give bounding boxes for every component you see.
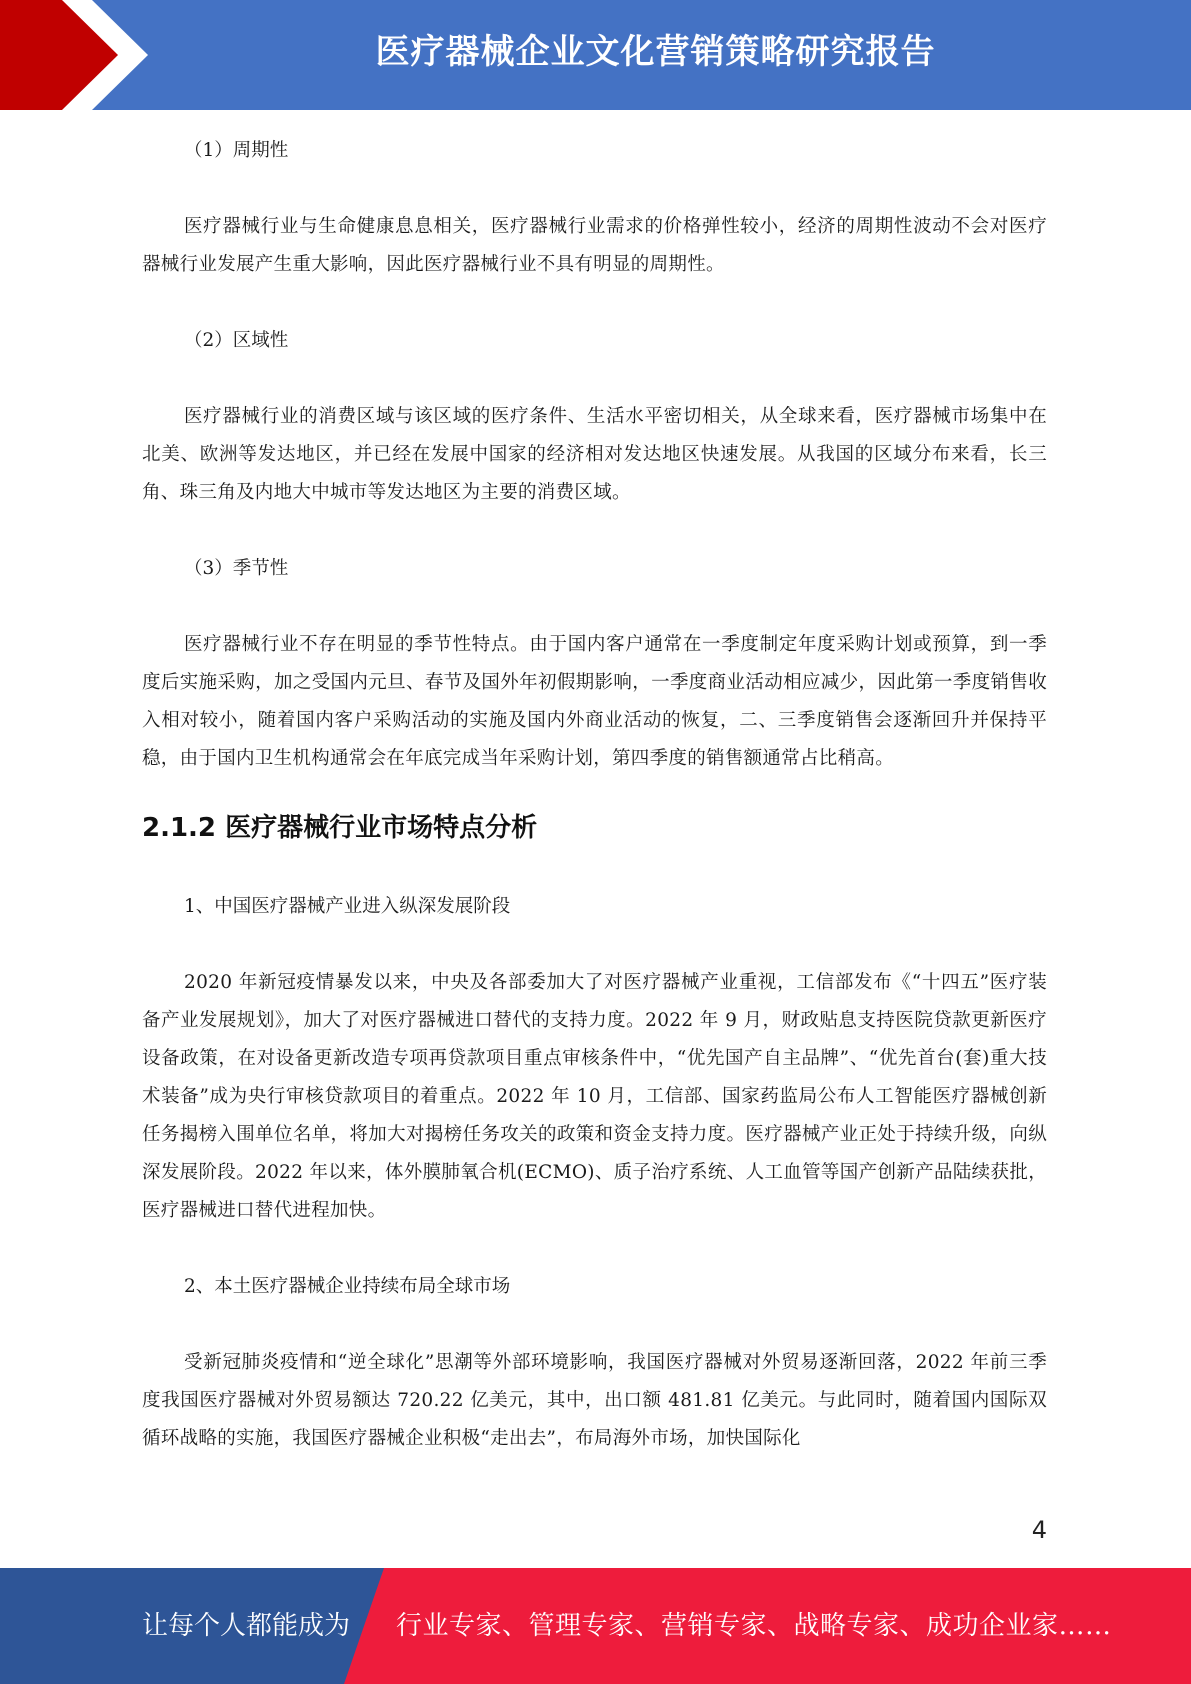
point-label-2: 2、本土医疗器械企业持续布局全球市场 xyxy=(184,1276,511,1297)
footer-slogan-left: 让每个人都能成为 xyxy=(142,1611,351,1641)
paragraph-cyclical: 医疗器械行业与生命健康息息相关，医疗器械行业需求的价格弹性较小，经济的周期性波动不会对医疗器械行业发展产生重大影响，因此医疗器械行业不具有明显的周期性。 xyxy=(142,216,1047,275)
page-header xyxy=(0,0,1191,110)
paragraph-seasonal: 医疗器械行业不存在明显的季节性特点。由于国内客户通常在一季度制定年度采购计划或预算，到一季度后实施采购，加之受国内元旦、春节及国外年初假期影响，一季度商业活动相应减少，因此第一季度销售收入相对较小，随着国内客户采购活动的实施及国内外商业活动的恢复，二、三季度销售会逐渐回升并保持平稳，由于国内卫生机构通常会在年底完成当年采购计划，第四季度的销售额通常占比稍高。 xyxy=(142,634,1047,769)
section-heading: 2.1.2 医疗器械行业市场特点分析 xyxy=(142,813,538,843)
section-label-seasonal: （3）季节性 xyxy=(184,558,289,579)
section-label-cyclical: （1）周期性 xyxy=(184,140,289,161)
footer-slogan-right: 行业专家、管理专家、营销专家、战略专家、成功企业家…… xyxy=(396,1611,1112,1641)
page-number: 4 xyxy=(1031,1516,1047,1544)
header-chevron-decoration xyxy=(0,0,160,110)
document-body xyxy=(142,132,1047,1458)
paragraph-regional: 医疗器械行业的消费区域与该区域的医疗条件、生活水平密切相关，从全球来看，医疗器械市场集中在北美、欧洲等发达地区，并已经在发展中国家的经济相对发达地区快速发展。从我国的区域分布来看，长三角、珠三角及内地大中城市等发达地区为主要的消费区域。 xyxy=(142,406,1047,503)
page-footer xyxy=(0,1568,1191,1684)
report-title: 医疗器械企业文化营销策略研究报告 xyxy=(375,32,936,72)
paragraph-point-1: 2020 年新冠疫情暴发以来，中央及各部委加大了对医疗器械产业重视，工信部发布《“十四五”医疗装备产业发展规划》，加大了对医疗器械进口替代的支持力度。2022 年 9 月，财政贴息支持医院贷款更新医疗设备政策，在对设备更新改造专项再贷款项目重点审核条件中，“优先国产自主品牌”、“优先首台(套)重大技术装备”成为央行审核贷款项目的着重点。2022 年 10 月，工信部、国家药监局公布人工智能医疗器械创新任务揭榜入围单位名单，将加大对揭榜任务攻关的政策和资金支持力度。医疗器械产业正处于持续升级，向纵深发展阶段。2022 年以来，体外膜肺氧合机(ECMO)、质子治疗系统、人工血管等国产创新产品陆续获批，医疗器械进口替代进程加快。 xyxy=(142,972,1047,1221)
section-label-regional: （2）区域性 xyxy=(184,330,289,351)
paragraph-point-2: 受新冠肺炎疫情和“逆全球化”思潮等外部环境影响，我国医疗器械对外贸易逐渐回落，2022 年前三季度我国医疗器械对外贸易额达 720.22 亿美元，其中，出口额 481.81 亿美元。与此同时，随着国内国际双循环战略的实施，我国医疗器械企业积极“走出去”，布局海外市场，加快国际化 xyxy=(142,1352,1047,1449)
point-label-1: 1、中国医疗器械产业进入纵深发展阶段 xyxy=(184,896,511,917)
